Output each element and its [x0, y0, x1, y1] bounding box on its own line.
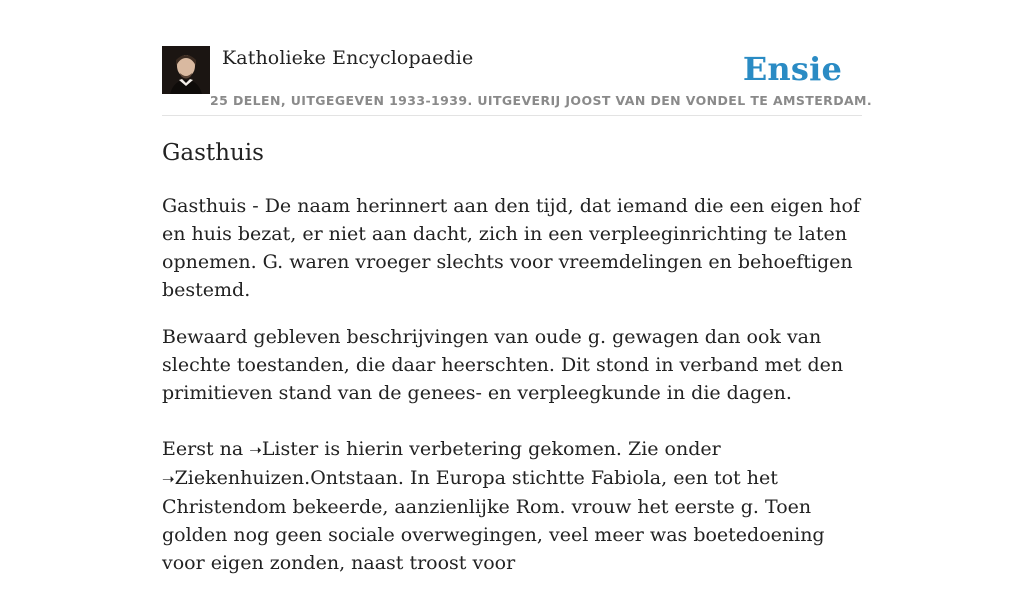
link-lister[interactable]	[249, 438, 318, 460]
avatar[interactable]	[162, 46, 210, 94]
paragraph-3-text-end: Ontstaan. In Europa stichtte Fabiola, een tot het Christendom bekeerde, aanzienlijke Rom. vrouw het eerste g. Toen golden nog geen sociale overwegingen, veel meer was boetedoening voor eigen zonden, naast troost voor	[162, 467, 825, 574]
paragraph-3-text-mid: is hierin verbetering gekomen. Zie onder	[318, 438, 721, 460]
site-header	[162, 46, 873, 116]
link-lister-label: Lister	[261, 438, 319, 460]
paragraph-3-text-start: Eerst na	[162, 438, 250, 460]
paragraph-2: Bewaard gebleven beschrijvingen van oude g. gewagen dan ook van slechte toestanden, die daar heerschten. Dit stond in verband met den primitieven stand van de genees- en verpleegkunde in die dagen.	[162, 326, 844, 404]
arrow-right-icon: ➝	[162, 470, 175, 488]
publication-subtitle: 25 DELEN, UITGEGEVEN 1933-1939. UITGEVERIJ JOOST VAN DEN VONDEL TE AMSTERDAM.	[210, 93, 873, 108]
article-body	[162, 192, 862, 596]
brand-logo[interactable]: Ensie	[742, 50, 842, 88]
paragraph-1: Gasthuis - De naam herinnert aan den tijd, dat iemand die een eigen hof en huis bezat, er niet aan dacht, zich in een verpleeginrichting te laten opnemen. G. waren vroeger slechts voor vreemdelingen en behoeftigen bestemd.	[162, 195, 860, 301]
publication-title[interactable]: Katholieke Encyclopaedie	[222, 47, 474, 69]
link-ziekenhuizen[interactable]	[162, 467, 310, 489]
paragraph-3	[162, 435, 862, 577]
portrait-icon	[162, 46, 210, 94]
article-title: Gasthuis	[162, 140, 264, 166]
arrow-right-icon: ➝	[249, 441, 262, 459]
link-ziekenhuizen-label: Ziekenhuizen.	[174, 467, 311, 489]
